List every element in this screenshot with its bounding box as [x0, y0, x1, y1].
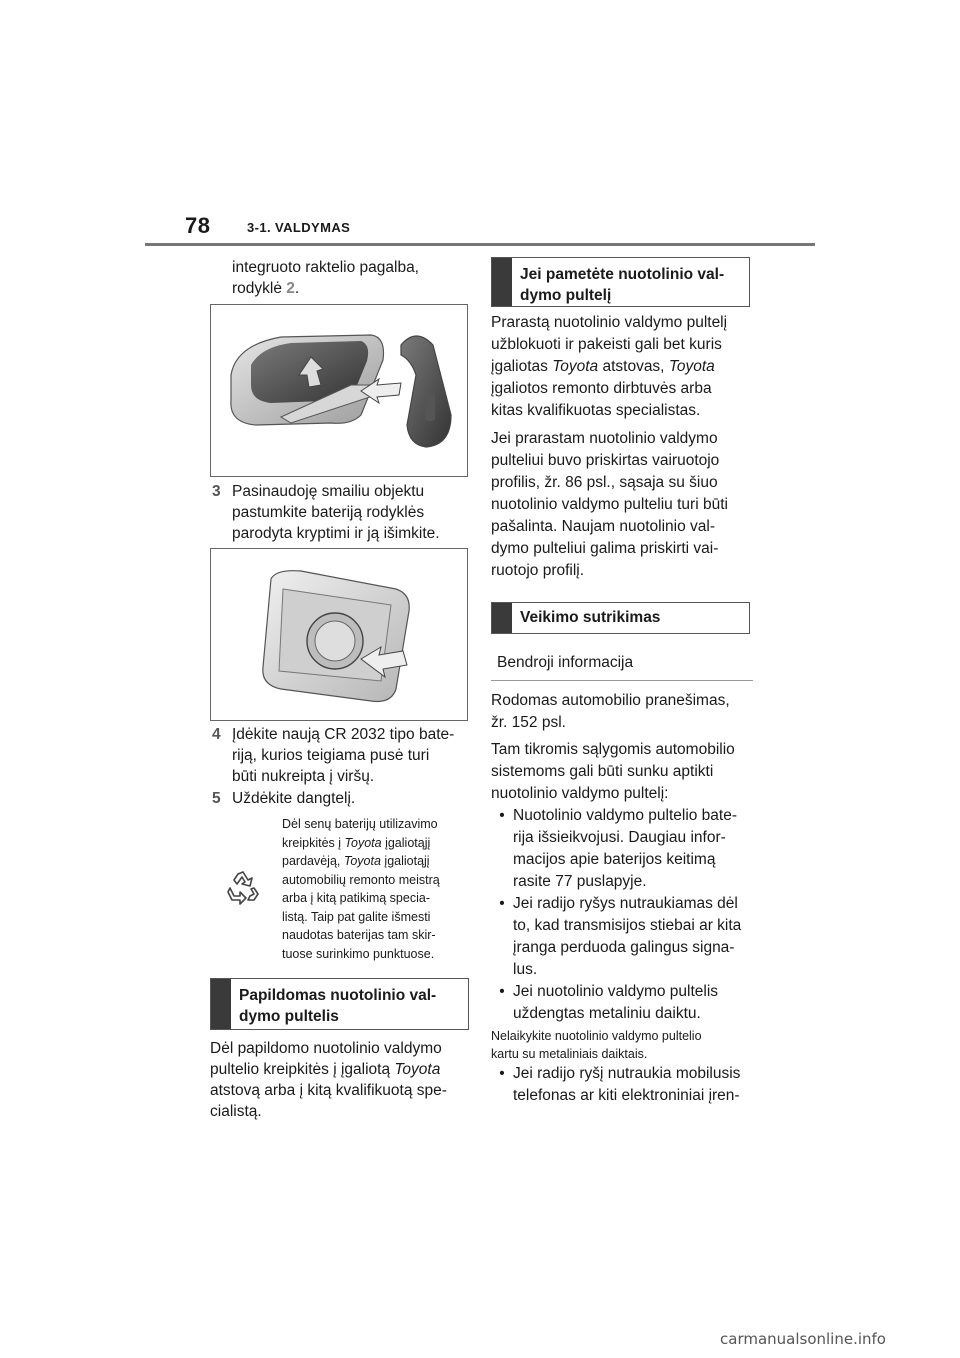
recycle-icon	[226, 870, 260, 910]
page-number: 78	[185, 213, 211, 238]
step-4: 4 Įdėkite naują CR 2032 tipo bate- riją, kurios teigiama pusė turi būti nukreipta į viršų.	[212, 726, 455, 785]
malfunction-paragraph-2: Tam tikromis sąlygomis automobilio sistemoms gali būti sunku aptikti nuotolinio valdymo pultelį:	[491, 741, 735, 802]
heading-bar	[211, 979, 231, 1029]
key-fob-figure-1	[210, 304, 468, 477]
list-item: • Jei nuotolinio valdymo pultelis uždengtas metaliniu daiktu.	[499, 983, 719, 1022]
step-3: 3 Pasinaudoję smailiu objektu pastumkite bateriją rodyklės parodyta kryptimi ir ją išimkite.	[212, 483, 440, 542]
watermark: carmanualsonline.info	[720, 1330, 886, 1348]
lost-remote-paragraph-1: Prarastą nuotolinio valdymo pultelį užblokuoti ir pakeisti gali bet kuris įgaliotas Toyota atstovas, Toyota įgaliotos remonto dirbtuvės arba kitas kvalifikuotas specialistas.	[491, 314, 728, 419]
lost-remote-paragraph-2: Jei prarastam nuotolinio valdymo pulteliui buvo priskirtas vairuotojo profilis, žr. 86 psl., sąsaja su šiuo nuotolinio valdymo pulteliu turi būti pašalinta. Naujam nuotolinio val- dymo pulteliui galima priskirti vai- ruotojo profilį.	[491, 430, 728, 579]
heading-bar	[492, 603, 512, 633]
heading-bar	[492, 258, 512, 306]
heading-lost-remote: Jei pametėte nuotolinio val- dymo pultelį	[491, 257, 750, 307]
intro-text: integruoto raktelio pagalba, rodyklė 2.	[232, 259, 419, 297]
malfunction-bullet-last	[491, 1063, 753, 1107]
malfunction-paragraph-1: Rodomas automobilio pranešimas, žr. 152 psl.	[491, 692, 730, 731]
malfunction-bullet-list	[491, 805, 753, 1025]
heading-malfunction: Veikimo sutrikimas	[491, 602, 750, 634]
battery-figure-2	[210, 548, 468, 721]
step-5: 5 Uždėkite dangtelį.	[212, 790, 356, 807]
metal-items-note: Nelaikykite nuotolinio valdymo pultelio kartu su metaliniais daiktais.	[491, 1029, 702, 1061]
list-item: • Nuotolinio valdymo pultelio bate- rija išsieikvojusi. Daugiau infor- macijos apie baterijos keitimą rasite 77 puslapyje.	[499, 807, 738, 890]
recycle-note-text: Dėl senų baterijų utilizavimo kreipkitės į Toyota įgaliotąjį pardavėją, Toyota įgaliotąjį automobilių remonto meistrą arba į kitą patikimą specia- listą. Taip pat galite išmesti naudotas baterijas tam skir- tuose surinkimo punktuose.	[282, 817, 440, 961]
header-rule	[145, 243, 815, 246]
subheading-general-info: Bendroji informacija	[491, 654, 753, 681]
key-fob-illustration	[211, 305, 467, 476]
extra-remote-text: Dėl papildomo nuotolinio valdymo pultelio kreipkitės į įgaliotą Toyota atstovą arba į kitą kvalifikuotą spe- cialistą.	[210, 1040, 447, 1120]
list-item: • Jei radijo ryšį nutraukia mobilusis telefonas ar kiti elektroniniai įren-	[499, 1065, 741, 1104]
section-title: 3-1. VALDYMAS	[247, 220, 351, 235]
battery-illustration	[211, 549, 467, 720]
list-item: • Jei radijo ryšys nutraukiamas dėl to, kad transmisijos stiebai ar kita įranga perduoda galingus signa- lus.	[499, 895, 742, 978]
heading-extra-remote: Papildomas nuotolinio val- dymo pultelis	[210, 978, 469, 1030]
